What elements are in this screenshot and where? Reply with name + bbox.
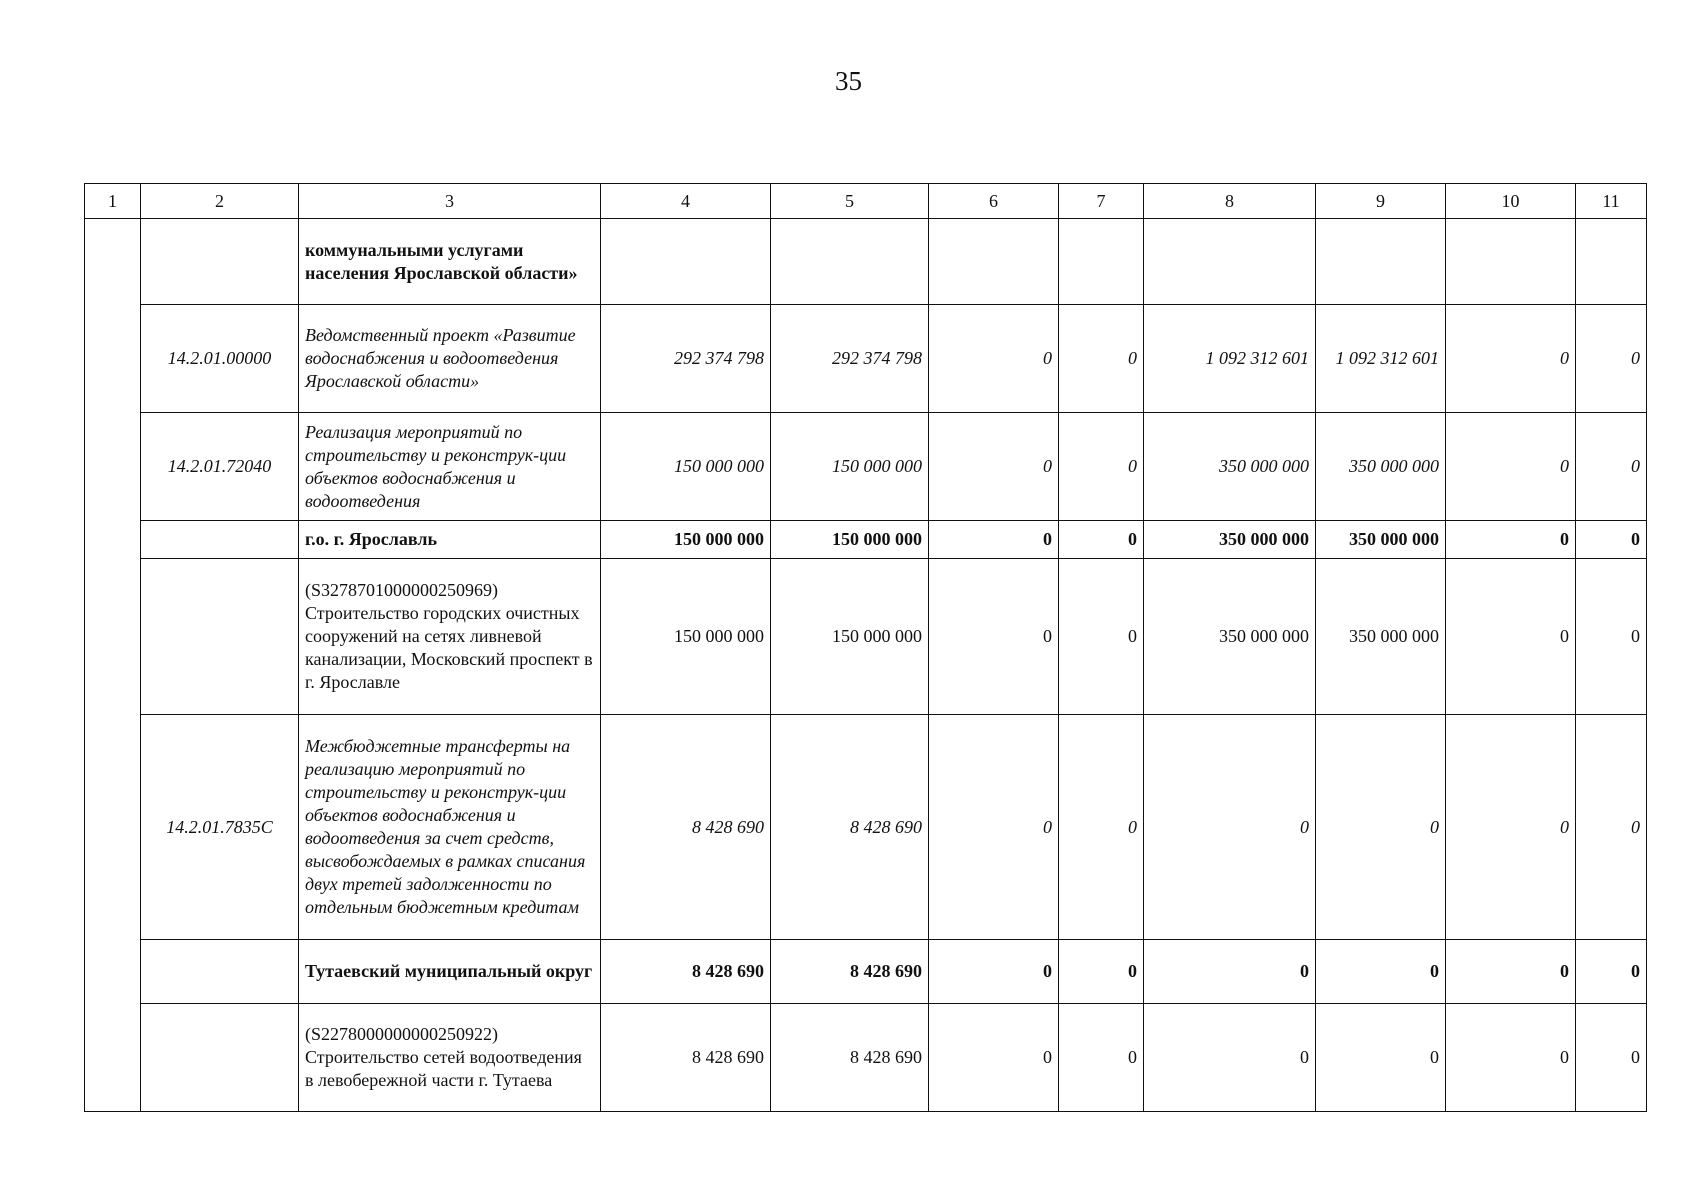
value-cell: 150 000 000	[771, 521, 929, 559]
value-cell: 0	[1446, 715, 1576, 940]
value-cell: 150 000 000	[601, 521, 771, 559]
value-cell: 0	[929, 559, 1059, 715]
value-cell: 0	[929, 413, 1059, 521]
column-header: 4	[601, 184, 771, 219]
column-header: 2	[141, 184, 299, 219]
value-cell: 0	[1059, 1004, 1144, 1112]
value-cell: 150 000 000	[771, 559, 929, 715]
value-cell: 0	[1059, 559, 1144, 715]
value-cell: 0	[929, 305, 1059, 413]
value-cell: 1 092 312 601	[1316, 305, 1446, 413]
value-cell: 0	[1059, 413, 1144, 521]
name-cell: Тутаевский муниципальный округ	[299, 940, 601, 1004]
value-cell: 150 000 000	[771, 413, 929, 521]
column-header: 5	[771, 184, 929, 219]
value-cell: 0	[1446, 305, 1576, 413]
column-header: 10	[1446, 184, 1576, 219]
name-cell: Ведомственный проект «Развитие водоснабжения и водоотведения Ярославской области»	[299, 305, 601, 413]
value-cell: 0	[1446, 521, 1576, 559]
value-cell: 8 428 690	[771, 1004, 929, 1112]
value-cell: 8 428 690	[601, 715, 771, 940]
value-cell: 8 428 690	[771, 715, 929, 940]
value-cell: 0	[1316, 940, 1446, 1004]
value-cell: 0	[1576, 413, 1647, 521]
name-cell: коммунальными услугами населения Ярославской области»	[299, 219, 601, 305]
value-cell: 0	[1144, 1004, 1316, 1112]
name-cell: г.о. г. Ярославль	[299, 521, 601, 559]
value-cell: 0	[1576, 940, 1647, 1004]
value-cell: 0	[1144, 715, 1316, 940]
name-cell: (S3278701000000250969) Строительство городских очистных сооружений на сетях ливневой канализации, Московский проспект в г. Ярославле	[299, 559, 601, 715]
column-header: 1	[85, 184, 141, 219]
table-body	[85, 219, 1647, 1112]
value-cell: 8 428 690	[601, 1004, 771, 1112]
code-cell: 14.2.01.7835С	[141, 715, 299, 940]
value-cell: 0	[1576, 521, 1647, 559]
value-cell: 0	[1316, 715, 1446, 940]
value-cell	[771, 219, 929, 305]
value-cell: 350 000 000	[1316, 559, 1446, 715]
table-row	[85, 305, 1647, 413]
table-row	[85, 521, 1647, 559]
value-cell: 0	[1446, 940, 1576, 1004]
value-cell: 0	[929, 521, 1059, 559]
value-cell: 0	[1446, 413, 1576, 521]
value-cell: 350 000 000	[1144, 521, 1316, 559]
table-row	[85, 940, 1647, 1004]
column-header: 6	[929, 184, 1059, 219]
value-cell: 350 000 000	[1144, 413, 1316, 521]
value-cell: 350 000 000	[1316, 521, 1446, 559]
value-cell	[929, 219, 1059, 305]
code-cell	[141, 219, 299, 305]
table-row	[85, 413, 1647, 521]
value-cell: 0	[1446, 559, 1576, 715]
value-cell	[1144, 219, 1316, 305]
value-cell: 0	[1446, 1004, 1576, 1112]
value-cell: 0	[1576, 715, 1647, 940]
value-cell: 8 428 690	[771, 940, 929, 1004]
column-1-cell	[85, 219, 141, 1112]
value-cell: 0	[1059, 521, 1144, 559]
value-cell	[1316, 219, 1446, 305]
code-cell: 14.2.01.00000	[141, 305, 299, 413]
value-cell: 0	[1576, 1004, 1647, 1112]
value-cell	[1576, 219, 1647, 305]
column-header: 3	[299, 184, 601, 219]
budget-table	[84, 183, 1647, 1112]
name-cell: Реализация мероприятий по строительству и реконструк-ции объектов водоснабжения и водоотведения	[299, 413, 601, 521]
value-cell: 0	[1316, 1004, 1446, 1112]
value-cell	[1446, 219, 1576, 305]
value-cell: 150 000 000	[601, 413, 771, 521]
value-cell	[601, 219, 771, 305]
header-row	[85, 184, 1647, 219]
value-cell: 0	[929, 1004, 1059, 1112]
value-cell: 0	[1144, 940, 1316, 1004]
code-cell	[141, 559, 299, 715]
value-cell: 350 000 000	[1144, 559, 1316, 715]
table-row	[85, 559, 1647, 715]
name-cell: Межбюджетные трансферты на реализацию мероприятий по строительству и реконструк-ции объектов водоснабжения и водоотведения за счет средств, высвобождаемых в рамках списания двух третей задолженности по отдельным бюджетным кредитам	[299, 715, 601, 940]
value-cell: 0	[1576, 559, 1647, 715]
name-cell: (S2278000000000250922) Строительство сетей водоотведения в левобережной части г. Тутаева	[299, 1004, 601, 1112]
table-row	[85, 219, 1647, 305]
column-header: 7	[1059, 184, 1144, 219]
code-cell	[141, 1004, 299, 1112]
table-row	[85, 1004, 1647, 1112]
value-cell: 8 428 690	[601, 940, 771, 1004]
value-cell: 350 000 000	[1316, 413, 1446, 521]
value-cell: 0	[1059, 305, 1144, 413]
value-cell: 0	[1576, 305, 1647, 413]
value-cell: 292 374 798	[771, 305, 929, 413]
value-cell: 0	[1059, 940, 1144, 1004]
value-cell	[1059, 219, 1144, 305]
value-cell: 0	[1059, 715, 1144, 940]
page-number: 35	[835, 66, 862, 96]
value-cell: 292 374 798	[601, 305, 771, 413]
code-cell: 14.2.01.72040	[141, 413, 299, 521]
value-cell: 150 000 000	[601, 559, 771, 715]
value-cell: 1 092 312 601	[1144, 305, 1316, 413]
value-cell: 0	[929, 940, 1059, 1004]
table-row	[85, 715, 1647, 940]
code-cell	[141, 940, 299, 1004]
column-header: 11	[1576, 184, 1647, 219]
value-cell: 0	[929, 715, 1059, 940]
column-header: 9	[1316, 184, 1446, 219]
code-cell	[141, 521, 299, 559]
column-header: 8	[1144, 184, 1316, 219]
